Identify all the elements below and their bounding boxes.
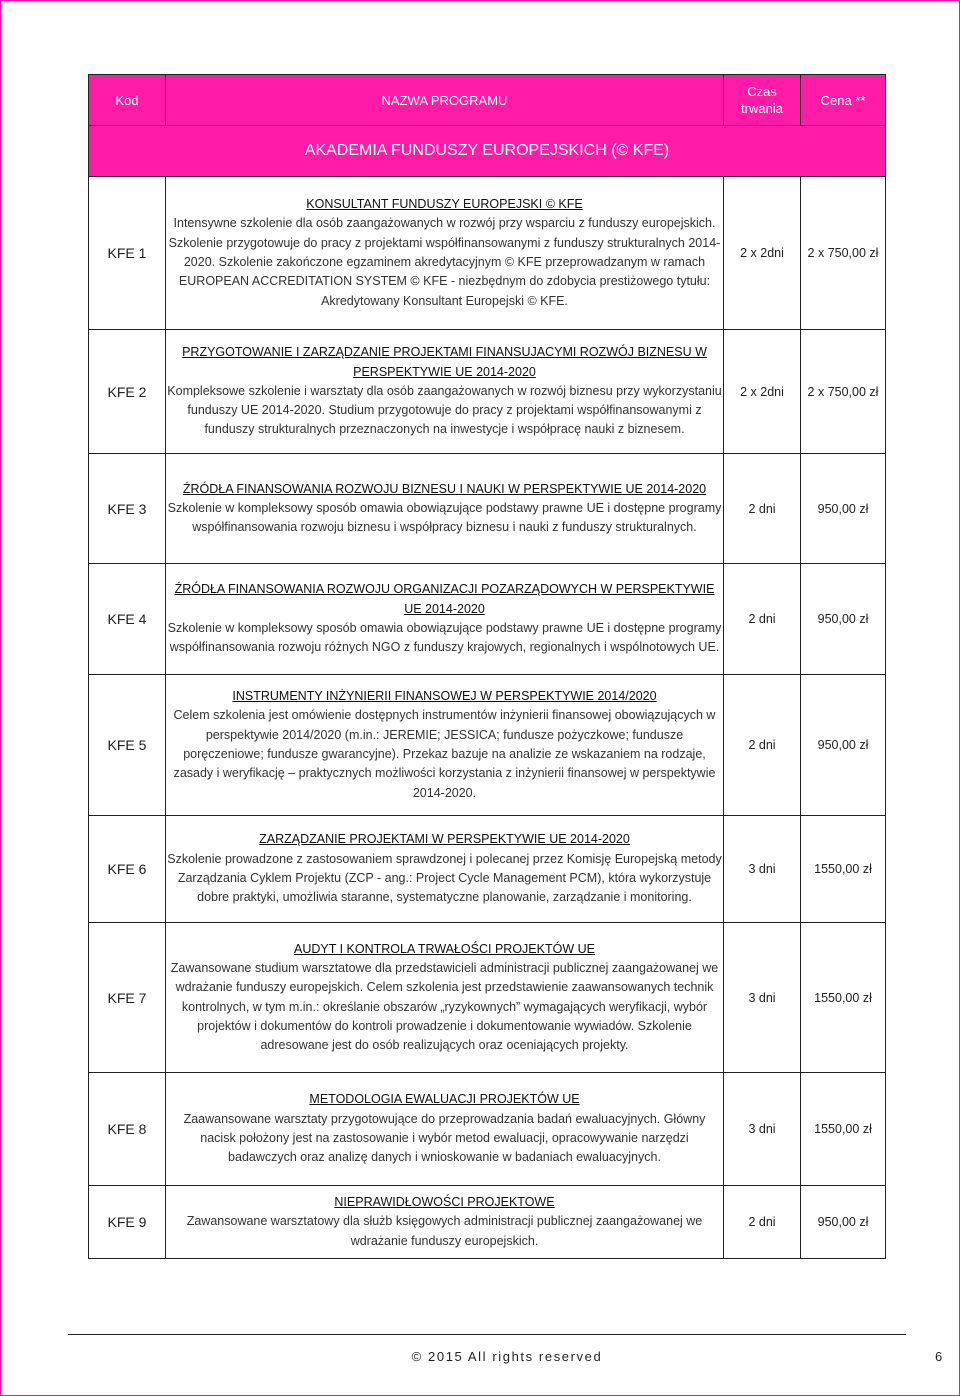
course-program <box>166 454 724 564</box>
page-number: 6 <box>935 1349 943 1364</box>
course-code: KFE 5 <box>89 675 166 816</box>
course-code: KFE 7 <box>89 923 166 1073</box>
course-duration: 2 x 2dni <box>724 177 801 330</box>
table-row <box>89 1073 886 1186</box>
course-program <box>166 330 724 454</box>
course-price: 950,00 zł <box>801 675 886 816</box>
header-price: Cena ** <box>801 75 886 126</box>
course-code: KFE 8 <box>89 1073 166 1186</box>
header-code: Kod <box>89 75 166 126</box>
course-code: KFE 6 <box>89 816 166 923</box>
course-title: ŹRÓDŁA FINANSOWANIA ROZWOJU ORGANIZACJI POZARZĄDOWYCH W PERSPEKTYWIE UE 2014-2020 <box>174 582 715 616</box>
table-row <box>89 177 886 330</box>
table-row <box>89 330 886 454</box>
copyright-text: © 2015 All rights reserved <box>411 1349 603 1364</box>
course-program <box>166 816 724 923</box>
course-duration: 3 dni <box>724 923 801 1073</box>
course-duration: 2 dni <box>724 1186 801 1259</box>
course-title: INSTRUMENTY INŻYNIERII FINANSOWEJ W PERSPEKTYWIE 2014/2020 <box>232 689 657 704</box>
course-title: ZARZĄDZANIE PROJEKTAMI W PERSPEKTYWIE UE 2014-2020 <box>259 832 630 847</box>
course-code: KFE 3 <box>89 454 166 564</box>
course-description: Szkolenie w kompleksowy sposób omawia obowiązujące podstawy prawne UE i dostępne programy współfinansowania rozwoju różnych NGO z funduszy krajowych, regionalnych i wspólnotowych UE. <box>167 621 722 655</box>
header-duration-line1: Czas <box>747 84 777 99</box>
course-price: 950,00 zł <box>801 564 886 675</box>
table-header-row <box>89 75 886 126</box>
table-row <box>89 564 886 675</box>
course-price: 1550,00 zł <box>801 1073 886 1186</box>
course-price: 950,00 zł <box>801 454 886 564</box>
table-row <box>89 1186 886 1259</box>
course-program <box>166 923 724 1073</box>
course-description: Intensywne szkolenie dla osób zaangażowanych w rozwój przy wsparciu z funduszy europejskich. Szkolenie przygotowuje do pracy z projektami współfinansowanymi z funduszy strukturalnych 2014-2020. Szkolenie zakończone egzaminem akredytacyjnym © KFE przeprowadzanym w ramach EUROPEAN ACCREDITATION SYSTEM © KFE - niezbędnym do zdobycia prestiżowego tytułu: Akredytowany Konsultant Europejski © KFE. <box>168 216 721 308</box>
section-row <box>89 126 886 177</box>
course-price: 950,00 zł <box>801 1186 886 1259</box>
course-title: AUDYT I KONTROLA TRWAŁOŚCI PROJEKTÓW UE <box>294 941 595 956</box>
table-row <box>89 923 886 1073</box>
course-description: Zawansowane studium warsztatowe dla przedstawicieli administracji publicznej zaangażowanej we wdrażanie funduszy europejskich. Celem szkolenia jest przedstawienie zaawansowanych technik kontrolnych, w tym m.in.: określanie obszarów „ryzykownych” wymagających weryfikacji, wybór projektów i dokumentów do kontroli prowadzenie i dokumentowanie wywiadów. Szkolenie adresowane jest do osób realizujących oraz oceniających projekty. <box>170 960 719 1053</box>
table-row <box>89 816 886 923</box>
course-title: ŹRÓDŁA FINANSOWANIA ROZWOJU BIZNESU I NAUKI W PERSPEKTYWIE UE 2014-2020 <box>182 481 707 496</box>
course-code: KFE 4 <box>89 564 166 675</box>
course-program <box>166 177 724 330</box>
header-duration-line2: trwania <box>741 101 783 116</box>
footer-divider <box>68 1334 906 1335</box>
section-title: AKADEMIA FUNDUSZY EUROPEJSKICH (© KFE) <box>89 126 886 177</box>
course-description: Szkolenie prowadzone z zastosowaniem sprawdzonej i polecanej przez Komisję Europejską metody Zarządzania Cyklem Projektu (ZCP - ang.: Project Cycle Management PCM), która wykorzystuje dobre praktyki, umożliwia staranne, systematyczne planowanie, zarządzanie i monitoring. <box>167 851 722 905</box>
course-description: Zawansowane warsztatowy dla służb księgowych administracji publicznej zaangażowanej we wdrażanie funduszy europejskich. <box>186 1214 703 1248</box>
header-program-name: NAZWA PROGRAMU <box>166 75 724 126</box>
course-program <box>166 1073 724 1186</box>
course-price: 1550,00 zł <box>801 923 886 1073</box>
course-description: Szkolenie w kompleksowy sposób omawia obowiązujące podstawy prawne UE i dostępne programy współfinansowania rozwoju biznesu i współpracy biznesu i nauki z funduszy strukturalnych. <box>167 500 722 535</box>
course-duration: 2 dni <box>724 564 801 675</box>
course-table <box>88 74 886 1259</box>
course-price: 2 x 750,00 zł <box>801 177 886 330</box>
course-program <box>166 1186 724 1259</box>
course-program <box>166 675 724 816</box>
course-duration: 3 dni <box>724 1073 801 1186</box>
course-description: Zaawansowane warsztaty przygotowujące do przeprowadzania badań ewaluacyjnych. Główny nacisk położony jest na zastosowanie i wybór metod ewaluacji, opracowywanie narzędzi badawczych oraz analizę danych i wnioskowanie w badaniach ewaluacyjnych. <box>183 1111 706 1165</box>
course-duration: 3 dni <box>724 816 801 923</box>
table-row <box>89 675 886 816</box>
header-duration <box>724 75 801 126</box>
course-title: PRZYGOTOWANIE I ZARZĄDZANIE PROJEKTAMI FINANSUJACYMI ROZWÓJ BIZNESU W PERSPEKTYWIE UE 2014-2020 <box>182 345 707 379</box>
course-description: Kompleksowe szkolenie i warsztaty dla osób zaangażowanych w rozwój biznesu przy wykorzystaniu funduszy UE 2014-2020. Studium przygotowuje do pracy z projektami współfinansowanymi z funduszy strukturalnych przeznaczonych na inwestycje i współpracę nauki z biznesem. <box>167 383 722 437</box>
course-title: METODOLOGIA EWALUACJI PROJEKTÓW UE <box>309 1092 580 1107</box>
course-duration: 2 x 2dni <box>724 330 801 454</box>
course-price: 1550,00 zł <box>801 816 886 923</box>
table-row <box>89 454 886 564</box>
course-price: 2 x 750,00 zł <box>801 330 886 454</box>
course-title: KONSULTANT FUNDUSZY EUROPEJSKI © KFE <box>306 197 583 212</box>
course-code: KFE 1 <box>89 177 166 330</box>
course-code: KFE 9 <box>89 1186 166 1259</box>
course-title: NIEPRAWIDŁOWOŚCI PROJEKTOWE <box>334 1195 555 1210</box>
course-description: Celem szkolenia jest omówienie dostępnych instrumentów inżynierii finansowej obowiązujących w perspektywie 2014/2020 (m.in.: JEREMIE; JESSICA; fundusze pożyczkowe; fundusze poręczeniowe; fundusze gwarancyjne). Przekaz bazuje na analizie ze wskazaniem na rodzaje, zasady i weryfikację – praktycznych możliwości korzystania z inżynierii finansowej w perspektywie 2014-2020. <box>173 708 716 800</box>
course-code: KFE 2 <box>89 330 166 454</box>
course-duration: 2 dni <box>724 675 801 816</box>
course-duration: 2 dni <box>724 454 801 564</box>
course-program <box>166 564 724 675</box>
